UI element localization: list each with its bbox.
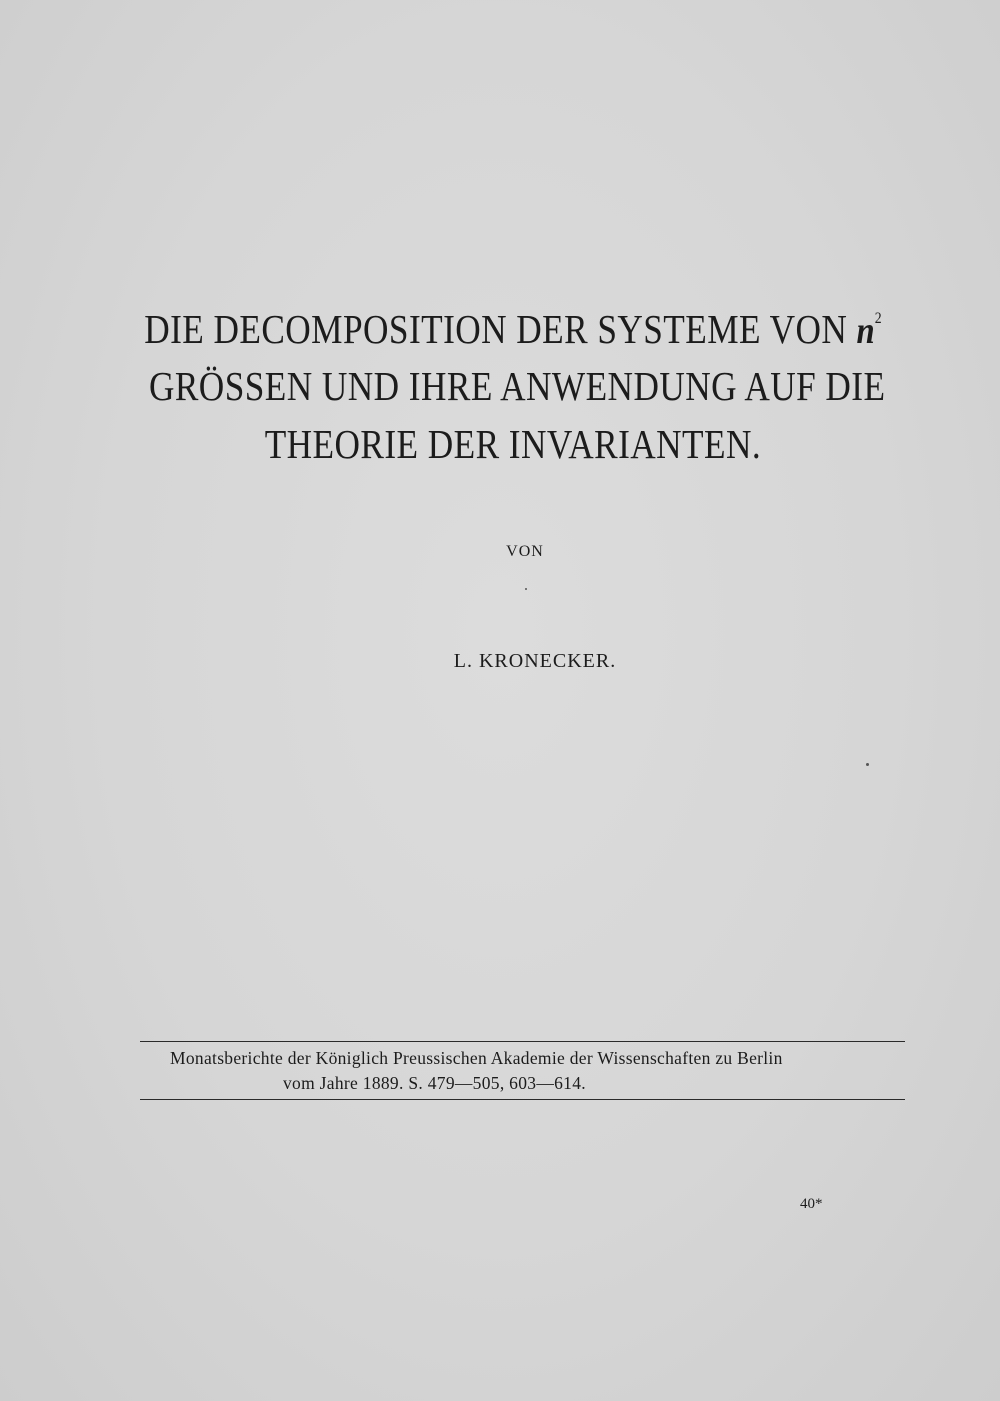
- paper-speck: [866, 763, 869, 766]
- byline-von: VON: [506, 543, 544, 560]
- citation-top-rule: [140, 1041, 905, 1042]
- exponent: 2: [874, 310, 882, 327]
- variable-n: n: [856, 310, 875, 352]
- title-line-2: GRÖSSEN UND IHRE ANWENDUNG AUF DIE: [148, 363, 886, 409]
- title-variable-n: [857, 310, 882, 352]
- paper-speck: [525, 588, 527, 590]
- page-number: 40*: [800, 1196, 823, 1212]
- author-name: L. KRONECKER.: [453, 650, 617, 672]
- title-line-1-text: DIE DECOMPOSITION DER SYSTEME VON: [144, 306, 848, 352]
- title-line-1: [70, 306, 930, 352]
- citation-line-2: vom Jahre 1889. S. 479—505, 603—614.: [283, 1073, 586, 1093]
- citation-line-1: Monatsberichte der Königlich Preussischen Akademie der Wissenschaften zu Berlin: [170, 1048, 783, 1068]
- citation-bottom-rule: [140, 1099, 905, 1100]
- title-line-3: THEORIE DER INVARIANTEN.: [264, 421, 762, 467]
